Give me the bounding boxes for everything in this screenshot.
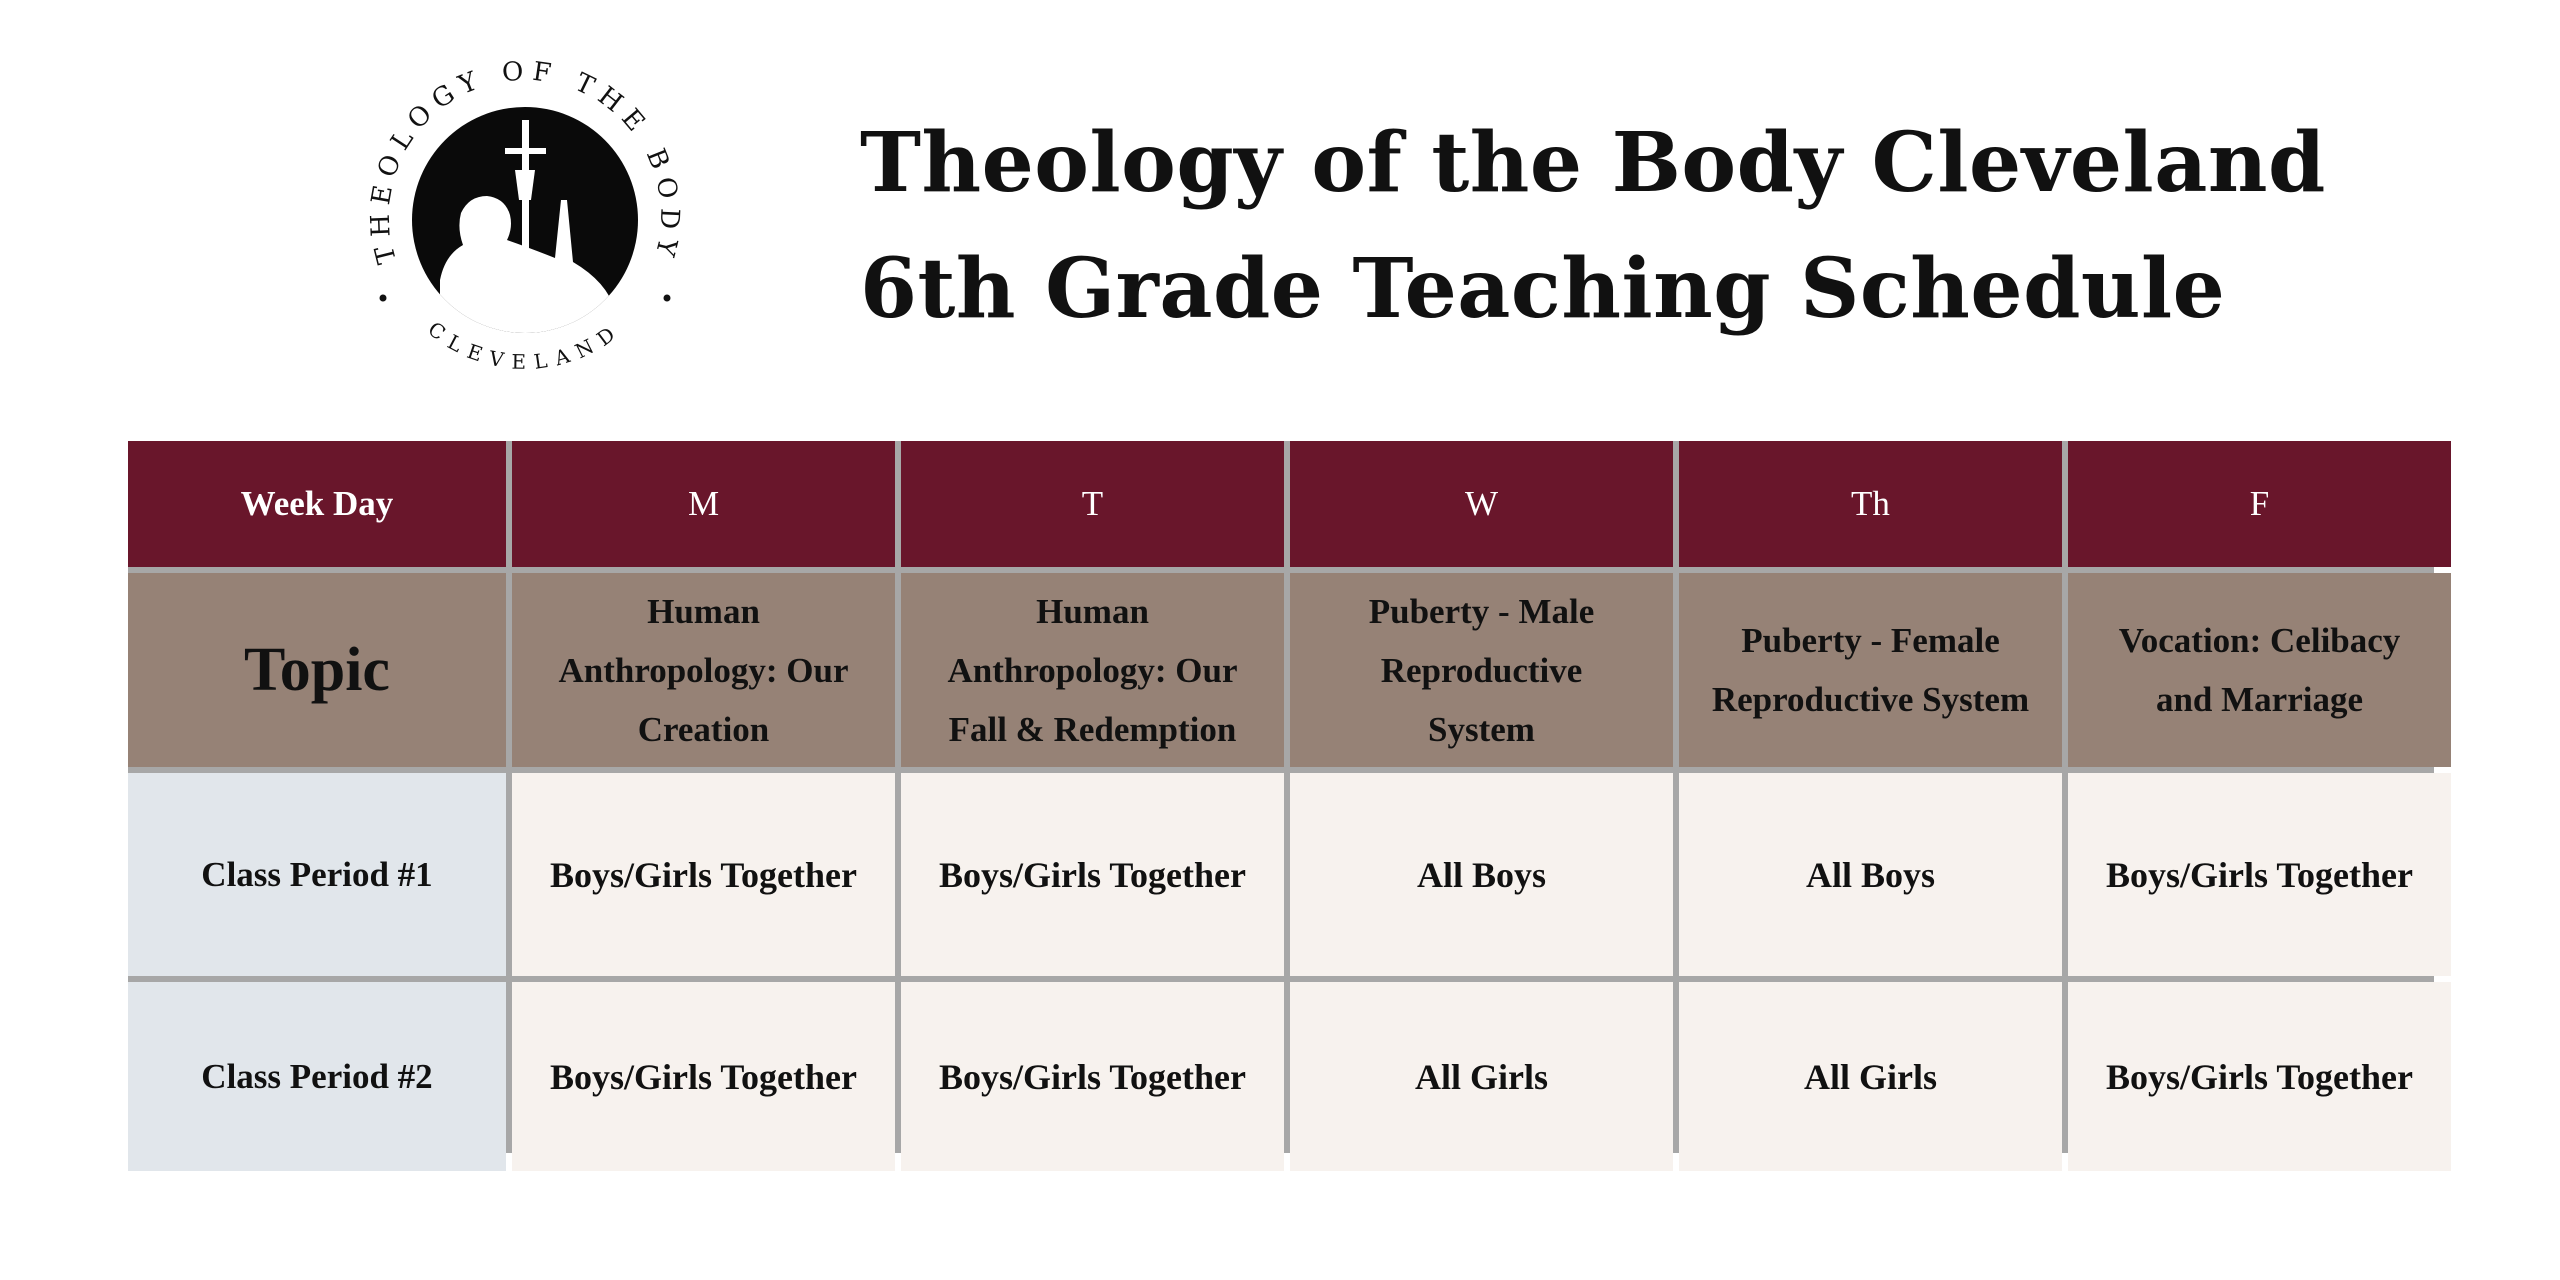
seal-ring-text-bottom: CLEVELAND [423, 316, 627, 374]
topic-cell-tuesday: Human Anthropology: Our Fall & Redemption [901, 573, 1284, 767]
topic-cell-monday: Human Anthropology: Our Creation [512, 573, 895, 767]
topic-label: Topic [128, 573, 506, 767]
topic-cell-friday: Vocation: Celibacy and Marriage [2068, 573, 2451, 767]
silhouette-icon [412, 107, 638, 350]
logo [345, 50, 705, 390]
theology-of-the-body-seal [345, 50, 705, 390]
title-line-1: Theology of the Body Cleveland [860, 115, 2326, 211]
period-2-friday: Boys/Girls Together [2068, 982, 2451, 1171]
title-line-2: 6th Grade Teaching Schedule [860, 241, 2226, 337]
day-header-monday: M [512, 441, 895, 567]
period-label-2: Class Period #2 [128, 982, 506, 1171]
period-2-monday: Boys/Girls Together [512, 982, 895, 1171]
period-2-thursday: All Girls [1679, 982, 2062, 1171]
period-1-monday: Boys/Girls Together [512, 773, 895, 976]
period-1-wednesday: All Boys [1290, 773, 1673, 976]
week-day-header: Week Day [128, 441, 506, 567]
topic-cell-wednesday: Puberty - Male Reproductive System [1290, 573, 1673, 767]
period-2-tuesday: Boys/Girls Together [901, 982, 1284, 1171]
period-label-1: Class Period #1 [128, 773, 506, 976]
page-title [860, 100, 2326, 352]
day-header-thursday: Th [1679, 441, 2062, 567]
day-header-friday: F [2068, 441, 2451, 567]
period-1-thursday: All Boys [1679, 773, 2062, 976]
period-2-wednesday: All Girls [1290, 982, 1673, 1171]
period-1-friday: Boys/Girls Together [2068, 773, 2451, 976]
schedule-table [128, 441, 2434, 1153]
topic-cell-thursday: Puberty - Female Reproductive System [1679, 573, 2062, 767]
day-header-wednesday: W [1290, 441, 1673, 567]
period-1-tuesday: Boys/Girls Together [901, 773, 1284, 976]
seal-ring-text-top: THEOLOGY OF THE BODY [365, 56, 685, 267]
day-header-tuesday: T [901, 441, 1284, 567]
